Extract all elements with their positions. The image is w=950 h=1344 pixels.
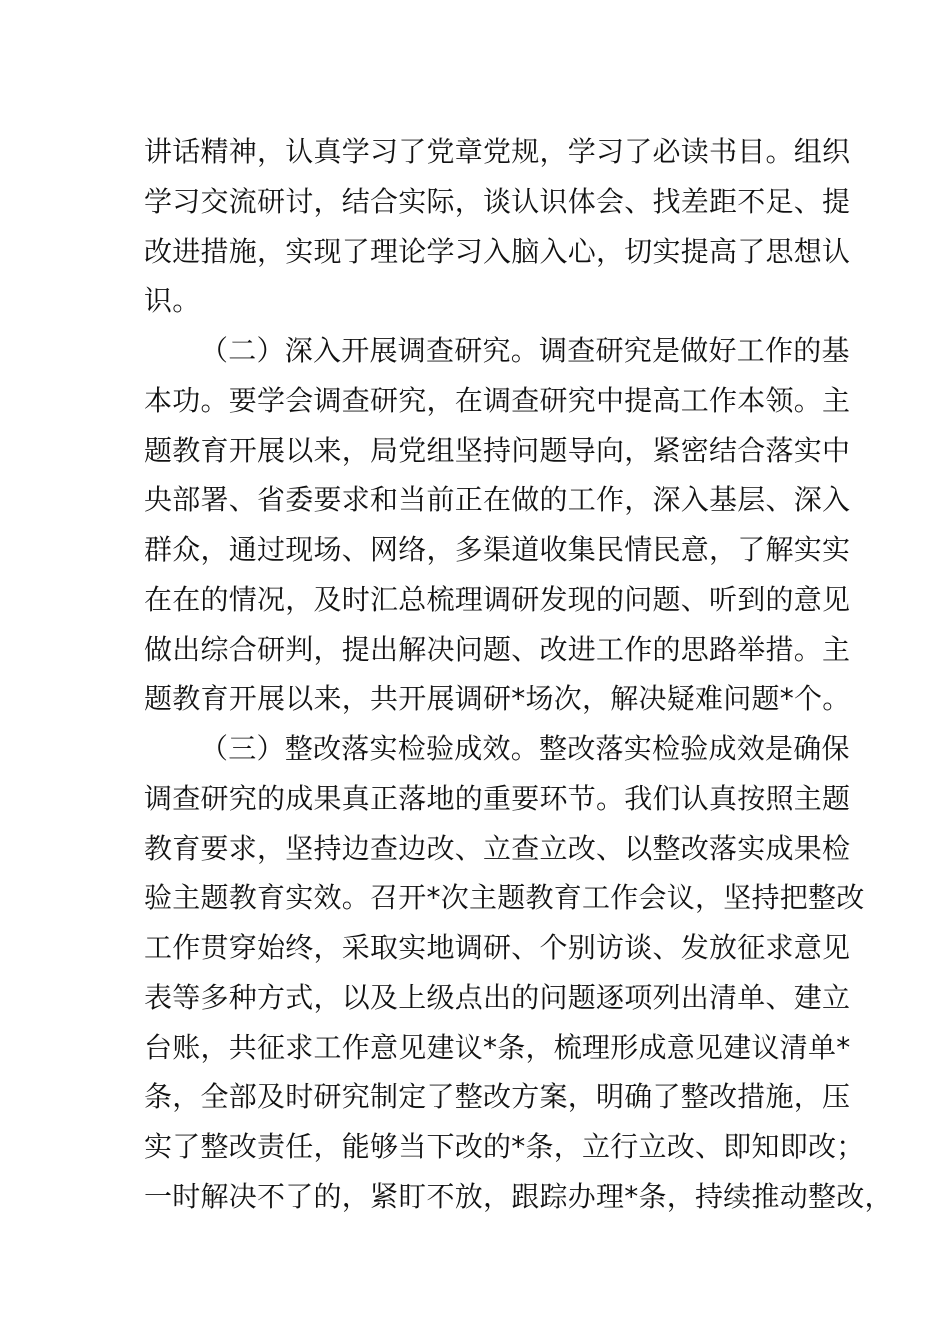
text-line: 台账，共征求工作意见建议*条，梳理形成意见建议清单* <box>144 1031 851 1064</box>
text-line: 条，全部及时研究制定了整改方案，明确了整改措施，压 <box>144 1080 851 1113</box>
text-line: 央部署、省委要求和当前正在做的工作，深入基层、深入 <box>144 483 851 516</box>
text-line: 学习交流研讨，结合实际，谈认识体会、找差距不足、提 <box>144 185 851 218</box>
text-line: 验主题教育实效。召开*次主题教育工作会议，坚持把整改 <box>144 881 865 914</box>
section-heading-line: （三）整改落实检验成效。整改落实检验成效是确保 <box>200 732 850 765</box>
text-line: 群众，通过现场、网络，多渠道收集民情民意，了解实实 <box>144 533 851 566</box>
section-heading-line: （二）深入开展调查研究。调查研究是做好工作的基 <box>200 334 850 367</box>
text-line: 识。 <box>144 284 201 317</box>
text-line: 题教育开展以来，共开展调研*场次，解决疑难问题*个。 <box>144 682 851 715</box>
text-line: 工作贯穿始终，采取实地调研、个别访谈、发放征求意见 <box>144 931 851 964</box>
text-line: 实了整改责任，能够当下改的*条，立行立改、即知即改； <box>144 1130 865 1163</box>
text-line: 一时解决不了的，紧盯不放，跟踪办理*条，持续推动整改， <box>144 1180 893 1213</box>
text-line: 表等多种方式，以及上级点出的问题逐项列出清单、建立 <box>144 981 851 1014</box>
text-line: 教育要求，坚持边查边改、立查立改、以整改落实成果检 <box>144 832 851 865</box>
text-line: 题教育开展以来，局党组坚持问题导向，紧密结合落实中 <box>144 434 851 467</box>
text-line: 调查研究的成果真正落地的重要环节。我们认真按照主题 <box>144 782 851 815</box>
text-line: 做出综合研判，提出解决问题、改进工作的思路举措。主 <box>144 633 851 666</box>
text-line: 在在的情况，及时汇总梳理调研发现的问题、听到的意见 <box>144 583 851 616</box>
text-line: 讲话精神，认真学习了党章党规，学习了必读书目。组织 <box>144 135 851 168</box>
text-line: 改进措施，实现了理论学习入脑入心，切实提高了思想认 <box>144 235 851 268</box>
text-line: 本功。要学会调查研究，在调查研究中提高工作本领。主 <box>144 384 851 417</box>
